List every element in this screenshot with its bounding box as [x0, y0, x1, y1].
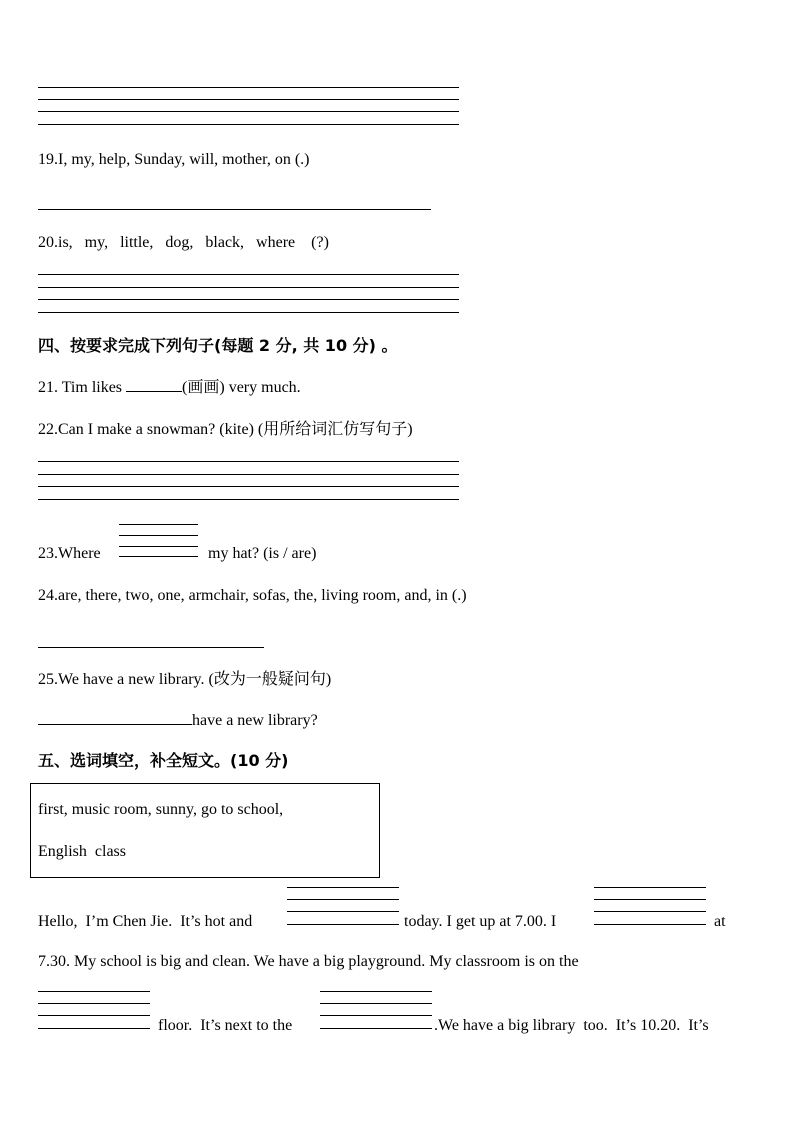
- word-box-line-2: English class: [38, 843, 126, 860]
- answer-line[interactable]: [38, 209, 431, 210]
- section-5-title: 五、选词填空，补全短文。(10 分): [38, 751, 289, 770]
- q23-blank-line[interactable]: [119, 524, 198, 525]
- answer-line: [38, 87, 459, 88]
- answer-line[interactable]: [38, 312, 459, 313]
- passage-blank-2-line[interactable]: [594, 911, 706, 912]
- passage-line-1c: at: [714, 913, 726, 930]
- word-box-line-1: first, music room, sunny, go to school,: [38, 801, 284, 818]
- passage-blank-3-line[interactable]: [38, 1015, 150, 1016]
- passage-blank-2-line[interactable]: [594, 899, 706, 900]
- q21-blank[interactable]: [126, 391, 182, 392]
- answer-line[interactable]: [38, 299, 459, 300]
- passage-blank-1-line[interactable]: [287, 887, 399, 888]
- answer-line: [38, 99, 459, 100]
- passage-blank-1-line[interactable]: [287, 924, 399, 925]
- question-25-answer: [38, 713, 318, 729]
- passage-line-1a: Hello, I’m Chen Jie. It’s hot and: [38, 913, 253, 930]
- passage-blank-4-line[interactable]: [320, 991, 432, 992]
- q23-blank-line[interactable]: [119, 535, 198, 536]
- passage-blank-4-line[interactable]: [320, 1003, 432, 1004]
- question-21: [38, 380, 301, 396]
- q25-blank[interactable]: [38, 724, 192, 725]
- question-23-prefix: 23.Where: [38, 545, 101, 562]
- q23-blank-line[interactable]: [119, 546, 198, 547]
- q23-blank-line[interactable]: [119, 556, 198, 557]
- passage-blank-2-line[interactable]: [594, 887, 706, 888]
- passage-line-3a: floor. It’s next to the: [158, 1017, 293, 1034]
- answer-line: [38, 124, 459, 125]
- passage-blank-1-line[interactable]: [287, 899, 399, 900]
- answer-line[interactable]: [38, 274, 459, 275]
- question-25: 25.We have a new library. (改为一般疑问句): [38, 671, 332, 688]
- passage-line-1b: today. I get up at 7.00. I: [404, 913, 557, 930]
- answer-line[interactable]: [38, 647, 264, 648]
- answer-line[interactable]: [38, 474, 459, 475]
- q25-answer-suffix: have a new library?: [192, 712, 318, 729]
- answer-line[interactable]: [38, 486, 459, 487]
- question-19: 19.I, my, help, Sunday, will, mother, on (.): [38, 151, 310, 168]
- answer-line[interactable]: [38, 287, 459, 288]
- q21-before: 21. Tim likes: [38, 379, 123, 396]
- question-23-suffix: my hat? (is / are): [208, 545, 317, 562]
- passage-blank-4-line[interactable]: [320, 1015, 432, 1016]
- passage-blank-3-line[interactable]: [38, 1003, 150, 1004]
- question-22: 22.Can I make a snowman? (kite) (用所给词汇仿写句子): [38, 421, 413, 438]
- passage-blank-3-line[interactable]: [38, 991, 150, 992]
- question-24: 24.are, there, two, one, armchair, sofas, the, living room, and, in (.): [38, 587, 467, 604]
- answer-line[interactable]: [38, 499, 459, 500]
- passage-line-3b: .We have a big library too. It’s 10.20. It’s: [434, 1017, 709, 1034]
- word-box: [30, 783, 380, 878]
- q21-after: (画画) very much.: [182, 379, 301, 396]
- passage-blank-2-line[interactable]: [594, 924, 706, 925]
- passage-blank-1-line[interactable]: [287, 911, 399, 912]
- answer-line[interactable]: [38, 461, 459, 462]
- question-20: 20.is, my, little, dog, black, where (?): [38, 234, 329, 251]
- passage-line-2: 7.30. My school is big and clean. We have a big playground. My classroom is on the: [38, 953, 579, 970]
- passage-blank-4-line[interactable]: [320, 1028, 432, 1029]
- section-4-title: 四、按要求完成下列句子(每题 2 分, 共 10 分) 。: [38, 336, 398, 355]
- passage-blank-3-line[interactable]: [38, 1028, 150, 1029]
- answer-line: [38, 111, 459, 112]
